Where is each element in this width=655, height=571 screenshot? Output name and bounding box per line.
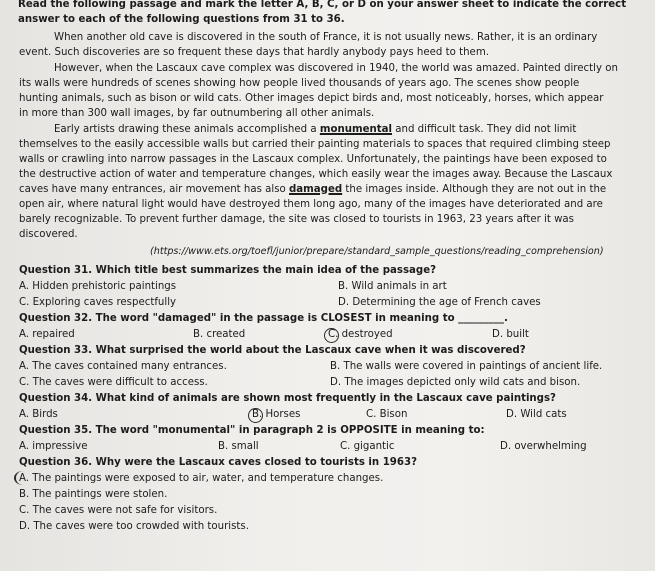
- option-b[interactable]: B. The paintings were stolen.: [19, 489, 168, 500]
- question-31-stem: Question 31. Which title best summarizes the main idea of the passage?: [19, 265, 437, 276]
- passage-p2-line: in more than 300 wall images, by far outnumbering all other animals.: [19, 108, 375, 119]
- option-d[interactable]: D. The caves were too crowded with tourists.: [19, 521, 249, 532]
- passage-p2-line: However, when the Lascaux cave complex was discovered in 1940, the world was amazed. Painted directly on: [54, 63, 618, 74]
- passage-p3-line: caves have many entrances, air movement has also damaged the images inside. Although they are not out in the: [19, 184, 607, 195]
- passage-p1-line: event. Such discoveries are so frequent these days that hardly anybody pays heed to them.: [19, 47, 489, 58]
- option-c[interactable]: C. Bison: [366, 409, 408, 420]
- option-b[interactable]: B. Horses: [252, 409, 301, 420]
- passage-p3-line: themselves to the easily accessible walls but carried their painting materials to spaces that required climbing steep: [19, 139, 611, 150]
- passage-p3-line: walls or crawling into narrow passages in the Lascaux complex. Unfortunately, the paintings have been exposed to: [19, 154, 607, 165]
- option-b[interactable]: B. Wild animals in art: [338, 281, 447, 292]
- option-b[interactable]: B. The walls were covered in paintings of ancient life.: [330, 361, 603, 372]
- option-d[interactable]: D. Wild cats: [506, 409, 567, 420]
- option-a[interactable]: A. The paintings were exposed to air, water, and temperature changes.: [19, 473, 384, 484]
- underlined-word-monumental: monumental: [319, 124, 392, 135]
- question-33-stem: Question 33. What surprised the world about the Lascaux cave when it was discovered?: [19, 345, 526, 356]
- instruction-line-2: answer to each of the following questions from 31 to 36.: [18, 14, 345, 25]
- source-url: (https://www.ets.org/toefl/junior/prepare/standard_sample_questions/reading_comprehension): [150, 246, 604, 257]
- option-a[interactable]: A. The caves contained many entrances.: [19, 361, 227, 372]
- option-a[interactable]: A. Birds: [19, 409, 58, 420]
- question-36-stem: Question 36. Why were the Lascaux caves closed to tourists in 1963?: [19, 457, 417, 468]
- passage-p3-line: the destructive action of water and temperature changes, which easily wear the images away. Because the Lascaux: [19, 169, 613, 180]
- option-d[interactable]: D. built: [492, 329, 529, 340]
- passage-p2-line: its walls were hundreds of scenes showing how people lived thousands of years ago. The scenes show people: [19, 78, 580, 89]
- question-32-stem: Question 32. The word "damaged" in the passage is CLOSEST in meaning to _________.: [19, 313, 508, 324]
- option-c[interactable]: C. Exploring caves respectfully: [19, 297, 177, 308]
- option-d[interactable]: D. overwhelming: [500, 441, 587, 452]
- passage-p2-line: hunting animals, such as bison or wild cats. Other images depict birds and, most noticeably, horses, which appear: [19, 93, 604, 104]
- option-a[interactable]: A. repaired: [19, 329, 75, 340]
- passage-p1-line: When another old cave is discovered in the south of France, it is not usually news. Rather, it is an ordinary: [54, 32, 598, 43]
- option-a[interactable]: A. Hidden prehistoric paintings: [19, 281, 177, 292]
- option-b[interactable]: B. created: [193, 329, 246, 340]
- passage-p3-line: open air, where natural light would have destroyed them long ago, many of the images have deteriorated and are: [19, 199, 603, 210]
- answer-mark-circle: [324, 328, 339, 343]
- passage-p3-line: Early artists drawing these animals accomplished a monumental and difficult task. They did not limit: [54, 124, 577, 135]
- option-a[interactable]: A. impressive: [19, 441, 88, 452]
- answer-mark-bracket: [14, 471, 32, 485]
- passage-p3-line: barely recognizable. To prevent further damage, the site was closed to tourists in 1963, 23 years after it was: [19, 214, 574, 225]
- option-d[interactable]: D. Determining the age of French caves: [338, 297, 541, 308]
- question-34-stem: Question 34. What kind of animals are shown most frequently in the Lascaux cave paintings?: [19, 393, 556, 404]
- option-c[interactable]: C. destroyed: [328, 329, 393, 340]
- answer-mark-circle: [248, 408, 263, 423]
- option-c[interactable]: C. The caves were not safe for visitors.: [19, 505, 218, 516]
- underlined-word-damaged: damaged: [289, 184, 343, 195]
- option-d[interactable]: D. The images depicted only wild cats and bison.: [330, 377, 581, 388]
- option-c[interactable]: C. gigantic: [340, 441, 395, 452]
- option-c[interactable]: C. The caves were difficult to access.: [19, 377, 208, 388]
- passage-p3-line: discovered.: [19, 229, 78, 240]
- instruction-line-1: Read the following passage and mark the letter A, B, C, or D on your answer sheet to indicate the correct: [18, 0, 627, 10]
- question-35-stem: Question 35. The word "monumental" in paragraph 2 is OPPOSITE in meaning to:: [19, 425, 485, 436]
- option-b[interactable]: B. small: [218, 441, 259, 452]
